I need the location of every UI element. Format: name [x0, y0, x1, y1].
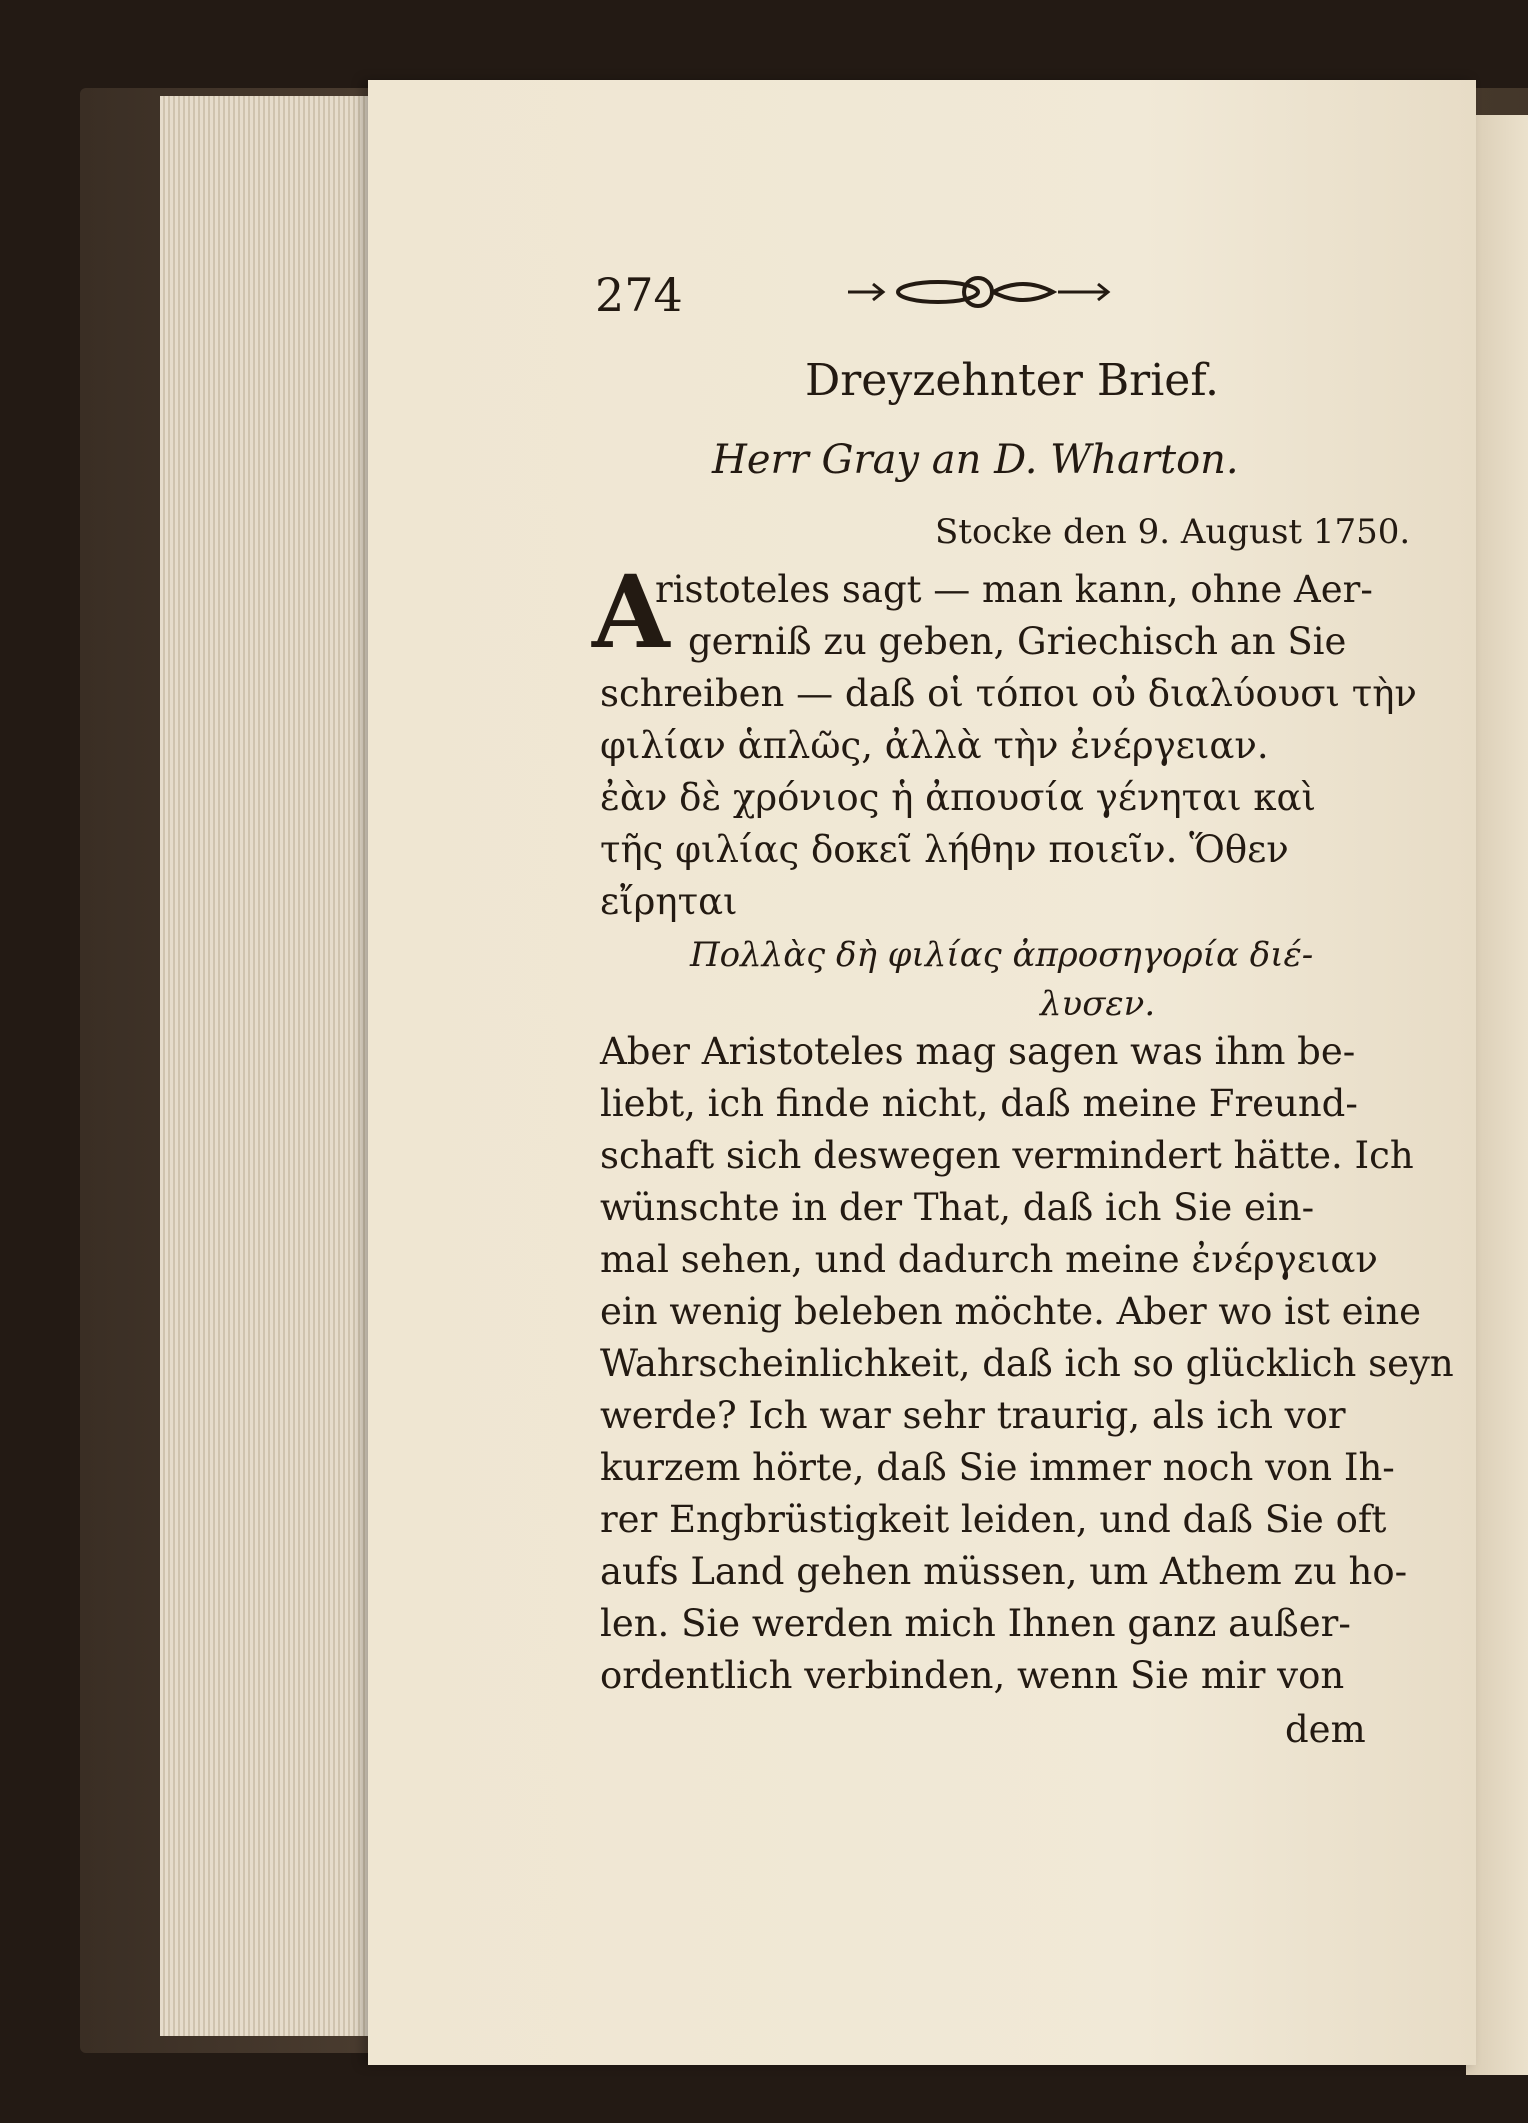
text-line: werde? Ich war sehr traurig, als ich vor — [600, 1394, 1346, 1437]
text-line: ordentlich verbinden, wenn Sie mir von — [600, 1654, 1345, 1697]
text-line: τῆς φιλίας δοκεῖ λήθην ποιεῖν. Ὅθεν — [600, 828, 1289, 871]
text-line: ἐὰν δὲ χρόνιος ἡ ἀπουσία γένηται καὶ — [600, 776, 1316, 819]
text-line: schaft sich deswegen vermindert hätte. Ich — [600, 1134, 1414, 1177]
text-line: Aber Aristoteles mag sagen was ihm be- — [600, 1030, 1356, 1073]
page-number: 274 — [595, 268, 683, 322]
text-line: mal sehen, und dadurch meine ἐνέργειαν — [600, 1238, 1378, 1281]
catchword: dem — [1285, 1708, 1366, 1751]
text-line: wünschte in der That, daß ich Sie ein- — [600, 1186, 1315, 1229]
text-line: schreiben — daß οἱ τόποι οὐ διαλύουσι τὴν — [600, 672, 1417, 715]
letter-title: Dreyzehnter Brief. — [805, 355, 1220, 406]
text-line: len. Sie werden mich Ihnen ganz außer- — [600, 1602, 1351, 1645]
text-line: ein wenig beleben möchte. Aber wo ist eine — [600, 1290, 1422, 1333]
text-line: kurzem hörte, daß Sie immer noch von Ih- — [600, 1446, 1395, 1489]
text-line: ristoteles sagt — man kann, ohne Aer- — [655, 568, 1373, 611]
text-line: aufs Land gehen müssen, um Athem zu ho- — [600, 1550, 1408, 1593]
verse-line: Πολλὰς δὴ φιλίας ἀπροσηγορία διέ- — [690, 935, 1314, 975]
text-line: liebt, ich finde nicht, daß meine Freund- — [600, 1082, 1358, 1125]
ornament-icon — [843, 272, 1113, 312]
text-line: rer Engbrüstigkeit leiden, und daß Sie oft — [600, 1498, 1387, 1541]
drop-cap: A — [592, 553, 670, 671]
text-line: φιλίαν ἁπλῶς, ἀλλὰ τὴν ἐνέργειαν. — [600, 724, 1269, 767]
text-line: gerniß zu geben, Griechisch an Sie — [688, 620, 1347, 663]
verse-line: λυσεν. — [1040, 984, 1156, 1024]
text-line: Wahrscheinlichkeit, daß ich so glücklich seyn — [600, 1342, 1454, 1385]
page-header — [595, 268, 1365, 328]
letter-dateline: Stocke den 9. August 1750. — [935, 512, 1411, 552]
page-edges — [160, 96, 380, 2036]
letter-subtitle: Herr Gray an D. Wharton. — [712, 437, 1239, 483]
text-line: εἴρηται — [600, 880, 738, 923]
